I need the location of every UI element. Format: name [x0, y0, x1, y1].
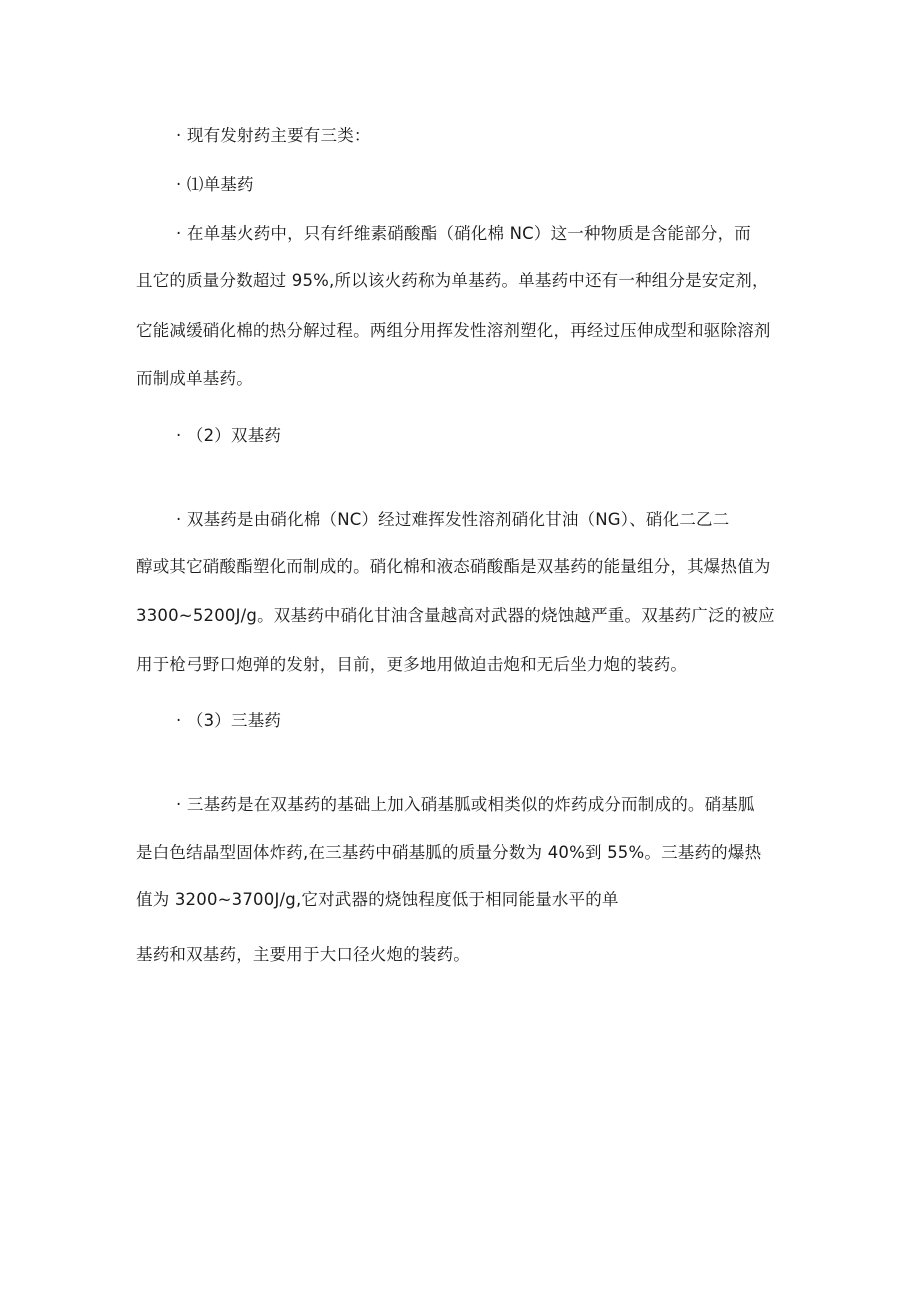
- section2-line-3: 3300~5200J/g。双基药中硝化甘油含量越高对武器的烧蚀越严重。双基药广泛的被应: [136, 606, 775, 625]
- section1-line-1: · 在单基火药中，只有纤维素硝酸酯（硝化棉 NC）这一种物质是含能部分，而: [176, 224, 751, 243]
- section1-line-3: 它能减缓硝化棉的热分解过程。两组分用挥发性溶剂塑化，再经过压伸成型和驱除溶剂: [136, 321, 771, 340]
- section2-heading: · （2）双基药: [176, 426, 282, 445]
- section3-line-3: 值为 3200~3700J/g,它对武器的烧蚀程度低于相同能量水平的单: [136, 890, 619, 909]
- section3-line-1: · 三基药是在双基药的基础上加入硝基胍或相类似的炸药成分而制成的。硝基胍: [176, 795, 755, 814]
- section3-line-4: 基药和双基药，主要用于大口径火炮的装药。: [136, 945, 470, 964]
- section1-line-4: 而制成单基药。: [136, 369, 253, 388]
- section2-line-4: 用于枪弓野口炮弹的发射，目前，更多地用做迫击炮和无后坐力炮的装药。: [136, 655, 688, 674]
- section3-heading: · （3）三基药: [176, 711, 282, 730]
- section1-line-2: 且它的质量分数超过 95%,所以该火药称为单基药。单基药中还有一种组分是安定剂，: [136, 271, 769, 290]
- section1-heading: · ⑴单基药: [176, 175, 254, 194]
- section2-line-1: · 双基药是由硝化棉（NC）经过难挥发性溶剂硝化甘油（NG）、硝化二乙二: [176, 510, 730, 529]
- section2-line-2: 醇或其它硝酸酯塑化而制成的。硝化棉和液态硝酸酯是双基药的能量组分，其爆热值为: [136, 557, 771, 576]
- intro-line: · 现有发射药主要有三类：: [176, 126, 371, 145]
- section3-line-2: 是白色结晶型固体炸药,在三基药中硝基胍的质量分数为 40%到 55%。三基药的爆热: [136, 843, 762, 862]
